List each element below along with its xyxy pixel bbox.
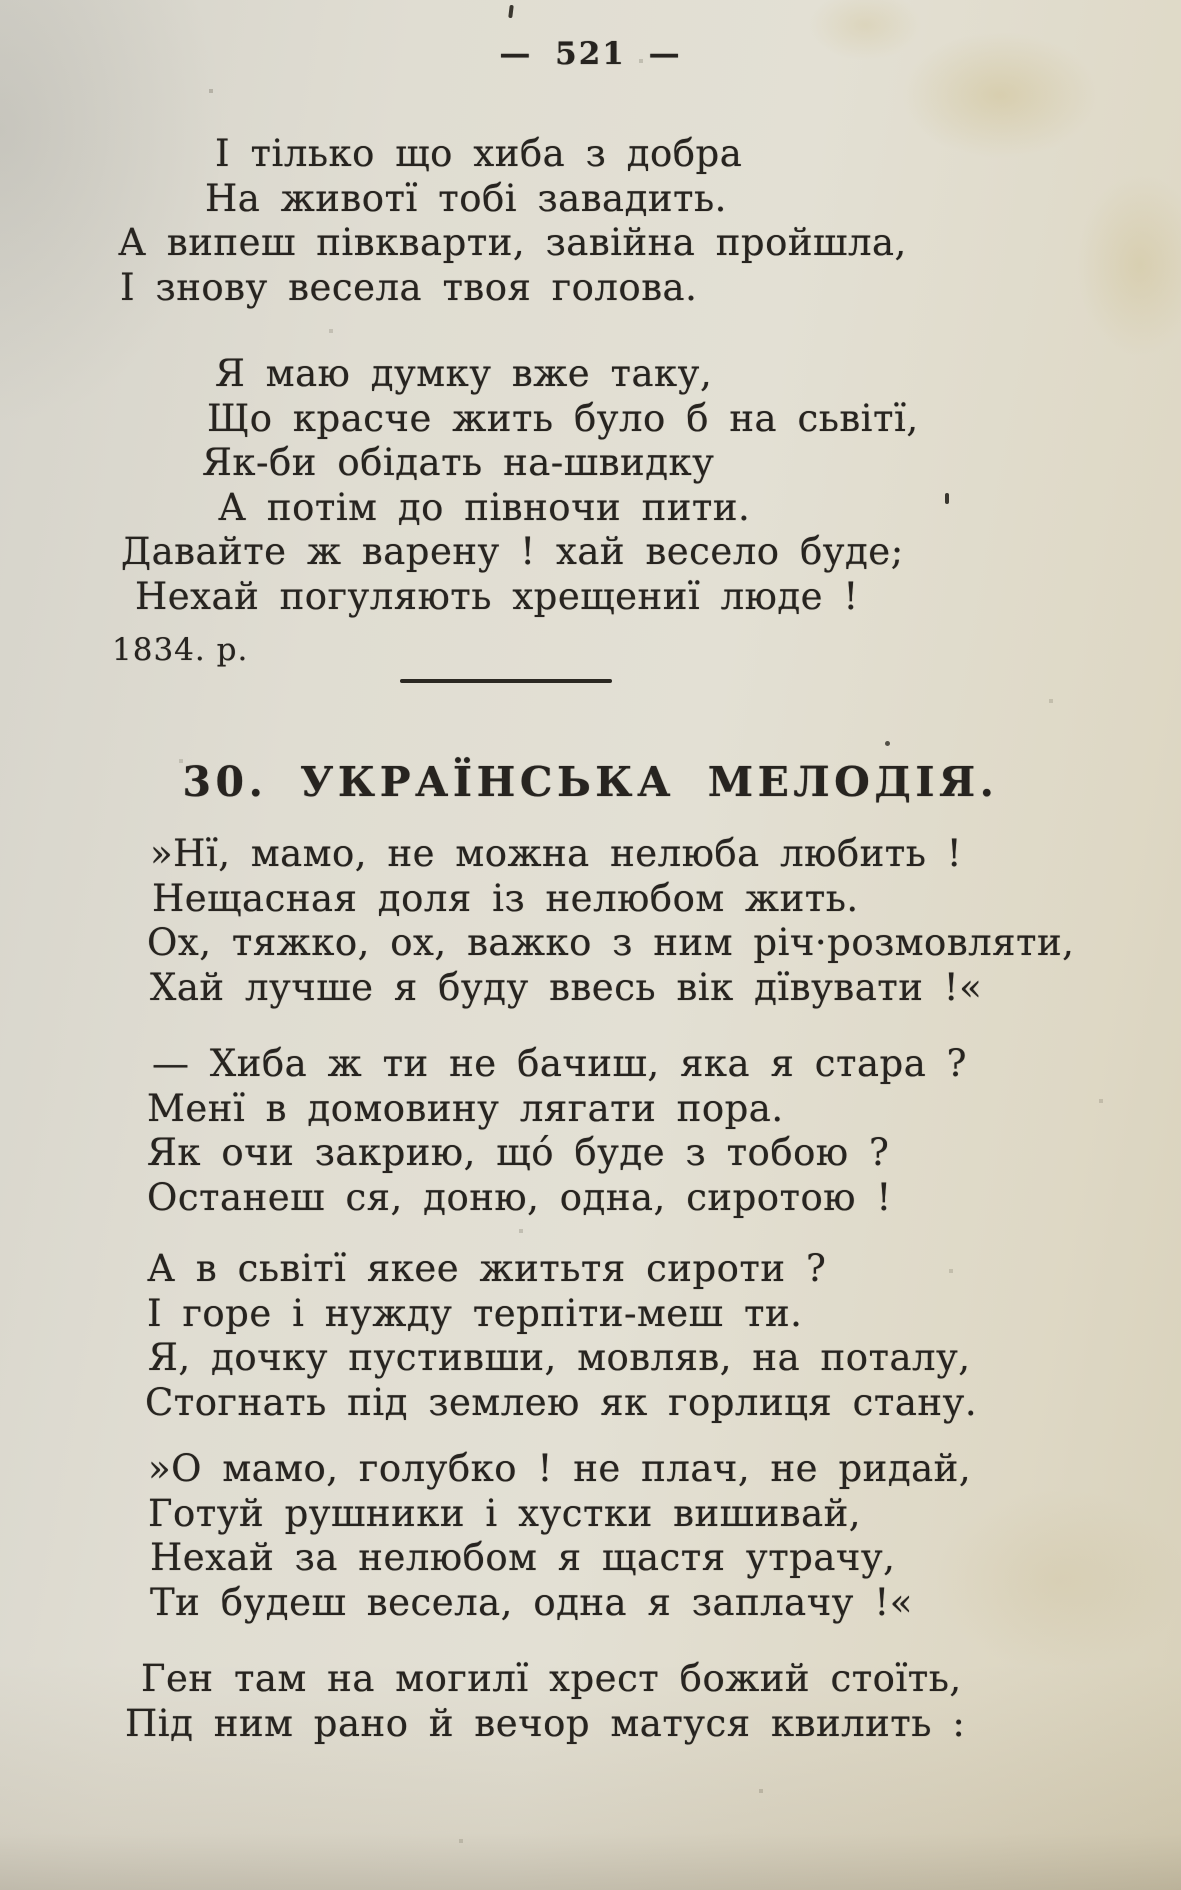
poem-line: А в сьвітї якее житьтя сироти ?: [147, 1247, 827, 1290]
poem-line: Нехай погуляють хрещениї люде !: [135, 574, 859, 618]
poem-line: Що красче жить було б на сьвітї,: [207, 396, 919, 440]
poem-stanza-5: [0, 1657, 1181, 1746]
poem-line: Під ним рано й вечор матуся квилить :: [125, 1701, 966, 1745]
ink-speck: [885, 741, 890, 746]
poem-line: Останеш ся, доню, одна, сиротою !: [147, 1175, 892, 1219]
poem-line: Хай лучше я буду ввесь вік дївувати !«: [150, 965, 983, 1009]
ink-speck: [945, 493, 949, 504]
previous-poem-stanza-2: [0, 352, 1181, 619]
section-divider-rule: [400, 679, 612, 683]
poem-line: І горе і нужду терпіти-меш ти.: [147, 1291, 803, 1335]
paper-grain-specks: [0, 0, 2, 2]
poem-stanza-2: [0, 1042, 1181, 1220]
poem-line: На животї тобі завадить.: [205, 176, 727, 220]
poem-stanza-3: [0, 1247, 1181, 1425]
poem-line: Давайте ж варену ! хай весело буде;: [121, 530, 904, 573]
poem-line: А потім до півночи пити.: [218, 485, 751, 529]
poem-line: Ген там на могилї хрест божий стоїть,: [141, 1657, 962, 1700]
poem-line: Як-би обідать на-швидку: [202, 441, 715, 484]
poem-line: Менї в домовину лягати пора.: [147, 1086, 784, 1130]
page-number: — 521 —: [499, 36, 682, 72]
poem-line: Готуй рушники і хустки вишивай,: [148, 1491, 862, 1535]
previous-poem-stanza-1: [0, 132, 1181, 310]
poem-line: Я маю думку вже таку,: [215, 352, 713, 395]
poem-line: І знову весела твоя голова.: [120, 265, 698, 309]
ink-speck: [508, 5, 514, 18]
poem-line: Ох, тяжко, ох, важко з ним річ·розмовляти,: [147, 921, 1075, 964]
poem-line: А випеш півкварти, завійна пройшла,: [118, 221, 907, 264]
poem-stanza-1: [0, 832, 1181, 1010]
poem-line: Нехай за нелюбом я щастя утрачу,: [150, 1536, 896, 1579]
poem-line: »О мамо, голубко ! не плач, не ридай,: [148, 1447, 972, 1490]
poem-line: І тілько що хиба з добра: [215, 132, 743, 175]
poem-line: Ти будеш весела, одна я заплачу !«: [150, 1580, 913, 1624]
poem-line: Я, дочку пустивши, мовляв, на поталу,: [148, 1336, 971, 1379]
poem-line: »Нї, мамо, не можна нелюба любить !: [150, 832, 963, 875]
poem-line: Нещасная доля із нелюбом жить.: [152, 876, 859, 920]
poem-stanza-4: [0, 1447, 1181, 1625]
poem-date: 1834. р.: [112, 632, 249, 668]
poem-line: Як очи закрию, що́ буде з тобою ?: [147, 1131, 890, 1174]
poem-line: Стогнать під землею як горлиця стану.: [145, 1380, 978, 1424]
poem-line: — Хиба ж ти не бачиш, яка я стара ?: [152, 1042, 967, 1085]
poem-title: 30. УКРАЇНСЬКА МЕЛОДІЯ.: [182, 758, 999, 806]
